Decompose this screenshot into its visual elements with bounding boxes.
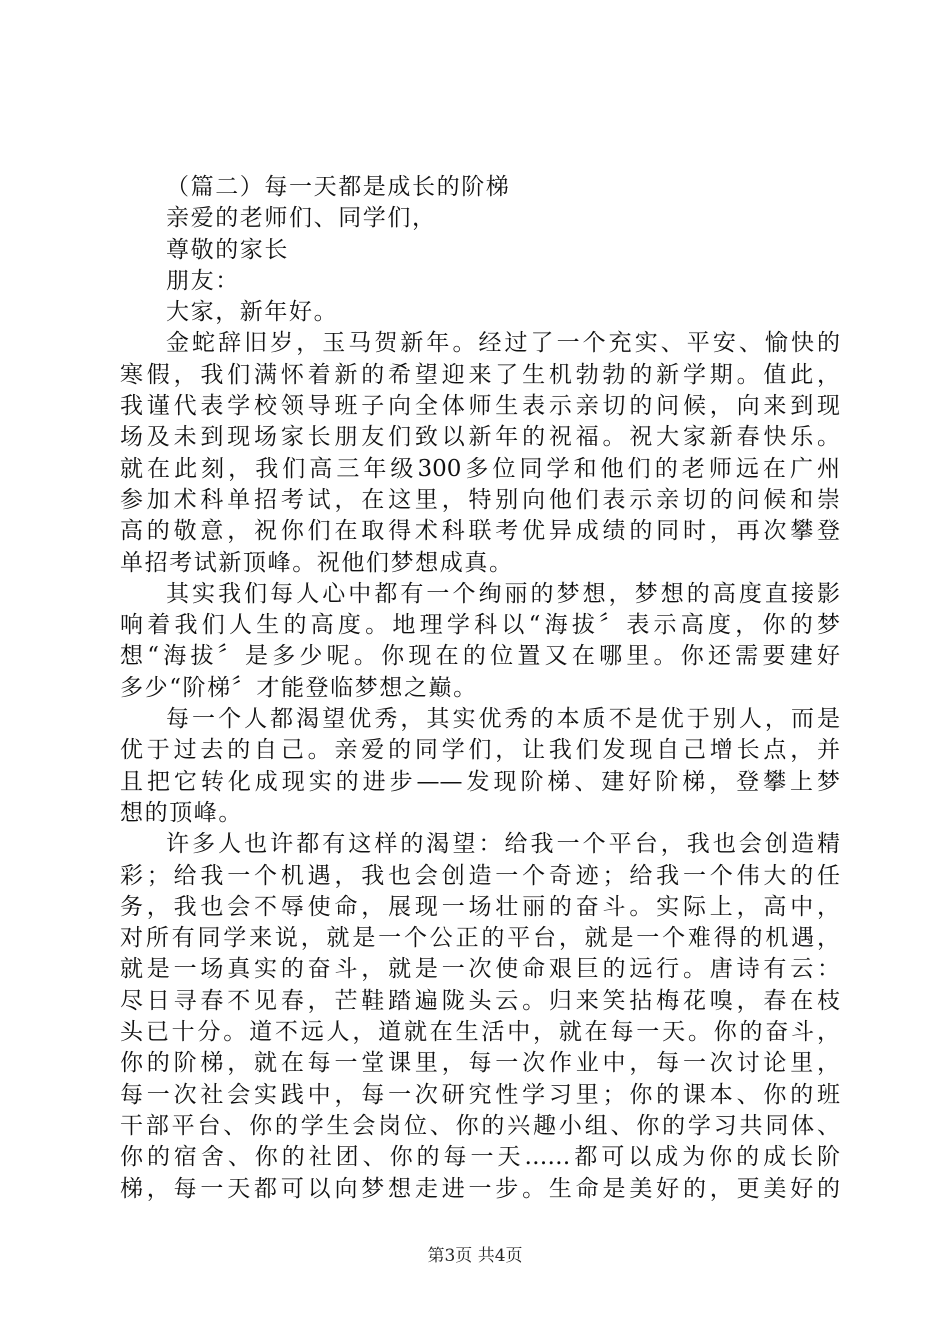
- text-line: 想“海拔〞是多少呢。你现在的位置又在哪里。你还需要建好: [120, 643, 840, 670]
- text-line: 场及未到现场家长朋友们致以新年的祝福。祝大家新春快乐。: [120, 424, 840, 451]
- text-line: 干部平台、你的学生会岗位、你的兴趣小组、你的学习共同体、: [120, 1112, 840, 1139]
- text-line: 就是一场真实的奋斗，就是一次使命艰巨的远行。唐诗有云：: [120, 956, 840, 983]
- text-line: 你的宿舍、你的社团、你的每一天……都可以成为你的成长阶: [120, 1144, 840, 1171]
- text-line: 梯，每一天都可以向梦想走进一步。生命是美好的，更美好的: [120, 1175, 840, 1202]
- text-line: 高的敬意，祝你们在取得术科联考优异成绩的同时，再次攀登: [120, 518, 840, 545]
- text-line: 我谨代表学校领导班子向全体师生表示亲切的问候，向来到现: [120, 393, 840, 420]
- text-line: 亲爱的老师们、同学们，: [166, 205, 437, 232]
- text-line: 金蛇辞旧岁，玉马贺新年。经过了一个充实、平安、愉快的: [166, 330, 840, 357]
- text-line: 寒假，我们满怀着新的希望迎来了生机勃勃的新学期。值此，: [120, 361, 840, 388]
- text-line: 优于过去的自己。亲爱的同学们，让我们发现自己增长点，并: [120, 737, 840, 764]
- text-line: 且把它转化成现实的进步——发现阶梯、建好阶梯，登攀上梦: [120, 768, 840, 795]
- text-line: 响着我们人生的高度。地理学科以“海拔〞表示高度，你的梦: [120, 612, 840, 639]
- text-line: 尽日寻春不见春，芒鞋踏遍陇头云。归来笑拈梅花嗅，春在枝: [120, 987, 840, 1014]
- text-line: （篇二）每一天都是成长的阶梯: [166, 174, 511, 200]
- text-line: 想的顶峰。: [120, 799, 243, 826]
- text-line: 头已十分。道不远人，道就在生活中，就在每一天。你的奋斗，: [120, 1019, 840, 1046]
- text-line: 其实我们每人心中都有一个绚丽的梦想，梦想的高度直接影: [166, 580, 840, 607]
- text-line: 务，我也会不辱使命，展现一场壮丽的奋斗。实际上，高中，: [120, 893, 840, 920]
- text-line: 彩；给我一个机遇，我也会创造一个奇迹；给我一个伟大的任: [120, 862, 840, 889]
- document-body: [120, 172, 840, 1205]
- text-line: 就在此刻，我们高三年级300多位同学和他们的老师远在广州: [120, 455, 840, 482]
- text-line: 每一次社会实践中，每一次研究性学习里；你的课本、你的班: [120, 1081, 840, 1108]
- text-line: 对所有同学来说，就是一个公正的平台，就是一个难得的机遇，: [120, 925, 840, 952]
- text-line: 参加术科单招考试，在这里，特别向他们表示亲切的问候和崇: [120, 486, 840, 513]
- text-line: 尊敬的家长: [166, 236, 289, 263]
- text-line: 多少“阶梯〞才能登临梦想之巅。: [120, 674, 478, 701]
- text-line: 单招考试新顶峰。祝他们梦想成真。: [120, 549, 514, 576]
- text-line: 你的阶梯，就在每一堂课里，每一次作业中，每一次讨论里，: [120, 1050, 840, 1077]
- text-line: 朋友：: [166, 267, 240, 294]
- page-footer: 第3页 共4页: [427, 1246, 523, 1266]
- text-line: 大家，新年好。: [166, 299, 339, 326]
- text-line: 许多人也许都有这样的渴望：给我一个平台，我也会创造精: [166, 831, 840, 858]
- text-line: 每一个人都渴望优秀，其实优秀的本质不是优于别人，而是: [166, 706, 840, 733]
